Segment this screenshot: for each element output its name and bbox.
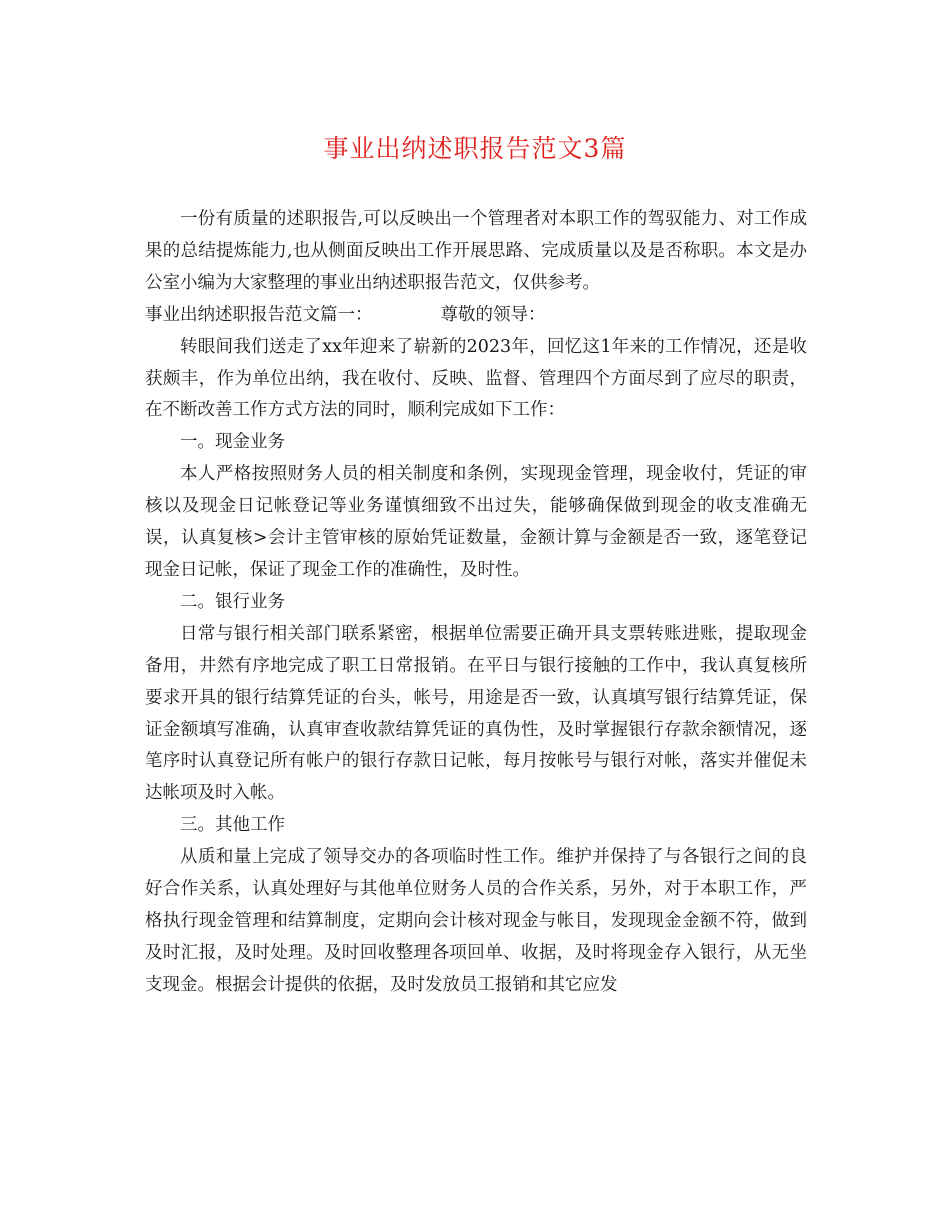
part-one-label: 事业出纳述职报告范文篇一： [145, 304, 373, 325]
intro-paragraph: 一份有质量的述职报告,可以反映出一个管理者对本职工作的驾驭能力、对工作成果的总结提炼能力,也从侧面反映出工作开展思路、完成质量以及是否称职。本文是办公室小编为大家整理的事业出纳述职报告范文，仅供参考。 [145, 209, 807, 293]
part-one-line [145, 300, 807, 332]
other-paragraph: 从质和量上完成了领导交办的各项临时性工作。维护并保持了与各银行之间的良好合作关系，认真处理好与其他单位财务人员的合作关系，另外，对于本职工作，严格执行现金管理和结算制度，定期向会计核对现金与帐目，发现现金金额不符，做到及时汇报，及时处理。及时回收整理各项回单、收据，及时将现金存入银行，从无坐支现金。根据会计提供的依据，及时发放员工报销和其它应发 [145, 847, 807, 995]
document-title: 事业出纳述职报告范文3篇 [323, 134, 627, 163]
section-heading-bank: 二。银行业务 [180, 591, 285, 612]
section-heading-other: 三。其他工作 [180, 815, 285, 836]
cash-paragraph: 本人严格按照财务人员的相关制度和条例，实现现金管理，现金收付，凭证的审核以及现金日记帐登记等业务谨慎细致不出过失，能够确保做到现金的收支准确无误，认真复核>会计主管审核的原始凭证数量，金额计算与金额是否一致，逐笔登记现金日记帐，保证了现金工作的准确性，及时性。 [145, 464, 807, 580]
document-body [145, 204, 807, 1002]
opening-paragraph: 转眼间我们送走了xx年迎来了崭新的2023年，回忆这1年来的工作情况，还是收获颇丰，作为单位出纳，我在收付、反映、监督、管理四个方面尽到了应尽的职责，在不断改善工作方式方法的同时，顺利完成如下工作： [145, 336, 807, 421]
bank-paragraph: 日常与银行相关部门联系紧密，根据单位需要正确开具支票转账进账，提取现金备用，井然有序地完成了职工日常报销。在平日与银行接触的工作中，我认真复核所要求开具的银行结算凭证的台头，帐号，用途是否一致，认真填写银行结算凭证，保证金额填写准确，认真审查收款结算凭证的真伪性，及时掌握银行存款余额情况，逐笔序时认真登记所有帐户的银行存款日记帐，每月按帐号与银行对帐，落实并催促未达帐项及时入帐。 [145, 623, 807, 804]
section-heading-cash: 一。现金业务 [180, 432, 285, 453]
salutation: 尊敬的领导： [440, 304, 546, 325]
